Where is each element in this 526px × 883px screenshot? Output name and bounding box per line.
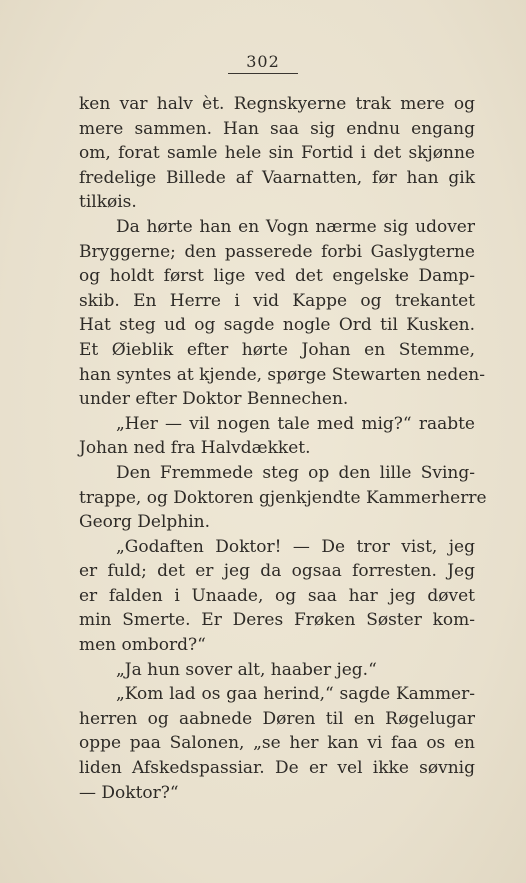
text-line: Georg Delphin. [79,512,211,533]
text-line: „Godaften Doktor! — De tror vist, jeg [116,536,475,557]
text-line: fredelige Billede af Vaarnatten, før han gik [79,167,475,188]
text-line: tilkøis. [79,192,137,213]
text-line: om, forat samle hele sin Fortid i det skjønne [79,143,475,164]
text-line: „Kom lad os gaa herind,“ sagde Kammer- [116,684,475,705]
text-line: ken var halv èt. Regnskyerne trak mere og [79,94,475,114]
text-line: herren og aabnede Døren til en Røgelugar [79,708,475,729]
text-line: mere sammen. Han saa sig endnu engang [79,118,475,139]
text-line: liden Afskedspassiar. De er vel ikke søvnig [79,758,475,779]
text-line: Et Øieblik efter hørte Johan en Stemme, [79,339,475,360]
text-line: er fuld; det er jeg da ogsaa forresten. Jeg [79,561,475,582]
text-line: men ombord?“ [79,635,206,656]
text-line: Johan ned fra Halvdækket. [79,438,311,459]
page-number: 302 [228,52,298,74]
text-line: min Smerte. Er Deres Frøken Søster kom- [79,610,475,631]
text-line: Bryggerne; den passerede forbi Gaslygterne [79,241,475,262]
text-line: Den Fremmede steg op den lille Sving- [116,462,475,483]
text-line: „Her — vil nogen tale med mig?“ raabte [116,413,475,434]
body-text [79,92,487,805]
text-line: trappe, og Doktoren gjenkjendte Kammerherre [79,487,487,508]
text-line: skib. En Herre i vid Kappe og trekantet [79,290,475,311]
text-line: oppe paa Salonen, „se her kan vi faa os en [79,733,475,754]
text-line: Da hørte han en Vogn nærme sig udover [116,216,475,237]
text-line: „Ja hun sover alt, haaber jeg.“ [116,659,377,680]
page-header [0,52,526,74]
text-line: Hat steg ud og sagde nogle Ord til Kusken. [79,315,475,336]
text-line: — Doktor?“ [79,782,179,803]
text-line: han syntes at kjende, spørge Stewarten neden- [79,364,485,385]
text-line: under efter Doktor Bennechen. [79,389,349,410]
text-line: og holdt først lige ved det engelske Damp- [79,266,475,287]
text-line: er falden i Unaade, og saa har jeg døvet [79,585,475,606]
